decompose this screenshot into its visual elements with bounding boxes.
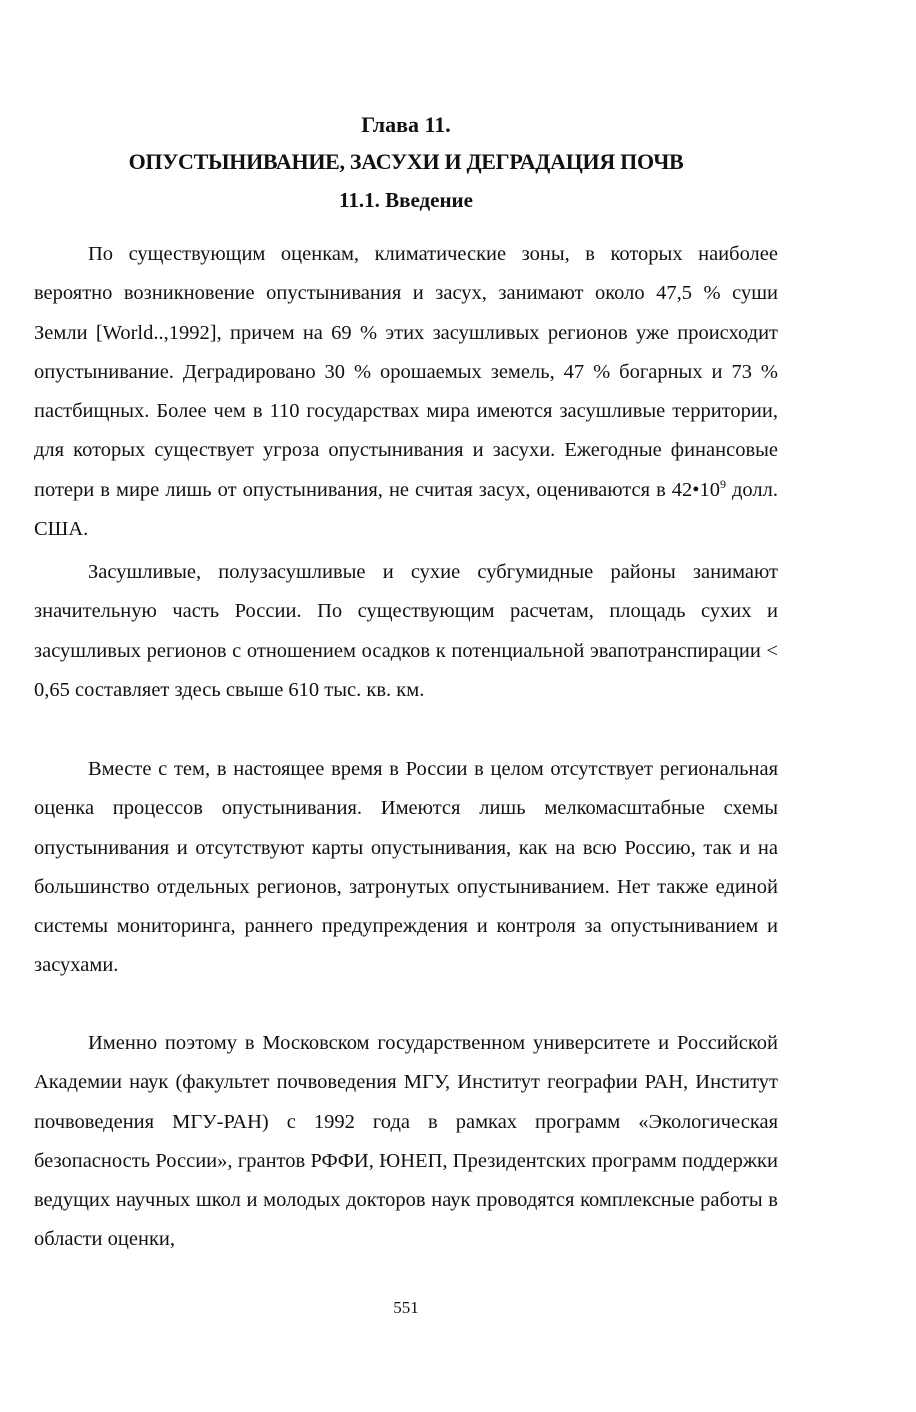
section-title: 11.1. Введение: [339, 188, 473, 212]
paragraph-2: Засушливые, полузасушливые и сухие субгумидные районы занимают значительную часть России. По существующим расчетам, площадь сухих и засушливых регионов с отношением осадков к потенциальной эвапотранспирации < 0,65 составляет здесь свыше 610 тыс. кв. км.: [34, 561, 778, 701]
page-number: 551: [393, 1298, 419, 1317]
paragraph-4: Именно поэтому в Московском государственном университете и Российской Академии наук (факультет почвоведения МГУ, Институт географии РАН, Институт почвоведения МГУ-РАН) с 1992 года в рамках программ «Экологическая безопасность России», грантов РФФИ, ЮНЕП, Президентских программ поддержки ведущих научных школ и молодых докторов наук проводятся комплексные работы в области оценки,: [34, 1032, 778, 1251]
paragraph-1-text: По существующим оценкам, климатические зоны, в которых наиболее вероятно возникновение опустынивания и засух, занимают около 47,5 % суши Земли [World..,1992], причем на 69 % этих засушливых регионов уже происходит опустынивание. Деградировано 30 % орошаемых земель, 47 % богарных и 73 % пастбищных. Более чем в 110 государствах мира имеются засушливые территории, для которых существует угроза опустынивания и засухи. Ежегодные финансовые потери в мире лишь от опустынивания, не считая засух, оцениваются в 42•10: [34, 243, 778, 501]
chapter-title: ОПУСТЫНИВАНИЕ, ЗАСУХИ И ДЕГРАДАЦИЯ ПОЧВ: [128, 149, 684, 174]
exponent: 9: [719, 476, 726, 491]
paragraph-1-tail: долл. США.: [34, 478, 779, 541]
chapter-number: Глава 11.: [361, 112, 451, 137]
paragraph-3: Вместе с тем, в настоящее время в России в целом отсутствует региональная оценка процессов опустынивания. Имеются лишь мелкомасштабные схемы опустынивания и отсутствуют карты опустынивания, как на всю Россию, так и на большинство отдельных регионов, затронутых опустыниванием. Нет также единой системы мониторинга, раннего предупреждения и контроля за опустыниванием и засухами.: [34, 758, 778, 977]
paragraph-1: [34, 235, 778, 549]
